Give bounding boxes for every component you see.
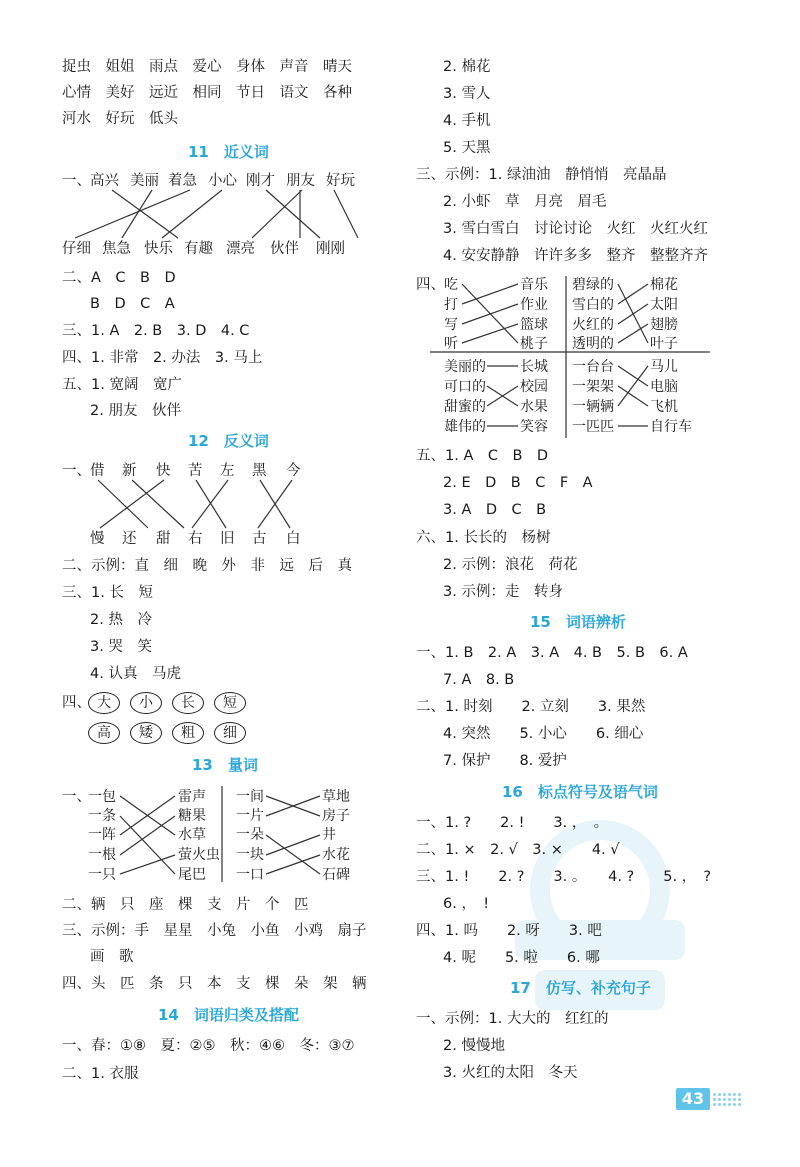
s13-measure-word: 一阵: [88, 827, 116, 843]
r-p4-match-word: 笑容: [520, 419, 548, 435]
s13-p1-label: 一、: [62, 789, 91, 805]
r-p4-label: 四、: [416, 277, 445, 293]
s13-measure-word: 水花: [322, 847, 350, 863]
s13-measure-word: 尾巴: [178, 867, 206, 883]
r-p4-match-word: 雄伟的: [444, 419, 486, 435]
s12-top-word: 借: [90, 463, 105, 479]
section-13-title: 13 量词: [192, 756, 258, 774]
s11-bottom-word: 仔细: [62, 241, 91, 257]
r-p4-match-word: 叶子: [650, 336, 678, 352]
s13-measure-word: 一块: [236, 847, 264, 863]
s11-top-word: 着急: [168, 173, 197, 189]
s13-measure-word: 一根: [88, 847, 116, 863]
s13-measure-word: 一只: [88, 867, 116, 883]
section-14-title: 14 词语归类及搭配: [158, 1006, 299, 1024]
s13-p4: 四、头 匹 条 只 本 支 棵 朵 架 辆: [62, 976, 367, 992]
s14-p2: 二、1. 衣服: [62, 1066, 139, 1082]
r-p4-match-word: 甜蜜的: [444, 399, 486, 415]
s11-p2-line1: 二、A C B D: [62, 270, 176, 286]
r-p6-line1: 六、1. 长长的 杨树: [416, 530, 551, 546]
r-p4-match-word: 火红的: [572, 317, 614, 333]
s16-line6: 4. 呢 5. 啦 6. 哪: [443, 950, 600, 966]
s12-top-word: 左: [220, 463, 235, 479]
s11-bottom-word: 刚刚: [316, 241, 345, 257]
s12-p2: 二、示例：直 细 晚 外 非 远 后 真: [62, 558, 352, 574]
s11-p5-line1: 五、1. 宽阔 宽广: [62, 377, 182, 393]
r-p4-match-word: 音乐: [520, 277, 548, 293]
r-p4-match-word: 听: [444, 336, 458, 352]
s11-bottom-word: 焦急: [102, 241, 131, 257]
r-p6-line3: 3. 示例：走 转身: [443, 584, 563, 600]
s15-line5: 7. 保护 8. 爱护: [443, 753, 567, 769]
s11-p1-label: 一、: [62, 173, 91, 189]
s13-measure-word: 井: [322, 827, 336, 843]
section-17-title: 17 仿写、补充句子: [510, 979, 651, 997]
s13-p3-line2: 画 歌: [90, 949, 134, 965]
r-p4-match-word: 一匹匹: [572, 419, 614, 435]
s11-bottom-word: 快乐: [144, 241, 173, 257]
s11-p4: 四、1. 非常 2. 办法 3. 马上: [62, 350, 263, 366]
s12-p3-line1: 三、1. 长 短: [62, 585, 153, 601]
page-number: 43: [676, 1088, 710, 1110]
s16-line1: 一、1. ? 2. ! 3. ， 。: [416, 815, 609, 831]
r-p4-match-word: 碧绿的: [572, 277, 614, 293]
r-p5-line2: 2. E D B C F A: [443, 475, 593, 491]
s15-line3: 二、1. 时刻 2. 立刻 3. 果然: [416, 699, 646, 715]
s12-bottom-word: 右: [188, 531, 203, 547]
s13-measure-word: 雷声: [178, 789, 206, 805]
s12-bottom-word: 白: [286, 531, 301, 547]
s12-p1-label: 一、: [62, 463, 91, 479]
s16-line2: 二、1. × 2. √ 3. × 4. √: [416, 842, 620, 858]
s17-line2: 2. 慢慢地: [443, 1038, 505, 1054]
s12-top-word: 今: [286, 463, 301, 479]
r-p4-match-word: 翅膀: [650, 317, 678, 333]
circled-word: 长: [172, 692, 204, 714]
s12-bottom-word: 甜: [156, 531, 171, 547]
s12-top-word: 黑: [252, 463, 267, 479]
decorative-dots: [712, 1092, 742, 1108]
circled-word: 短: [214, 692, 246, 714]
r-cont-2: 3. 雪人: [443, 86, 491, 102]
r-cont-4: 5. 天黑: [443, 140, 491, 156]
r-p4-match-word: 一辆辆: [572, 399, 614, 415]
circled-word: 大: [88, 692, 120, 714]
r-p4-match-word: 水果: [520, 399, 548, 415]
s12-p3-line3: 3. 哭 笑: [90, 639, 152, 655]
s16-line3: 三、1. ! 2. ? 3. 。 4. ? 5. ， ?: [416, 869, 712, 885]
s13-p2: 二、辆 只 座 棵 支 片 个 匹: [62, 897, 309, 913]
s15-line2: 7. A 8. B: [443, 672, 515, 688]
r-p4-match-word: 马儿: [650, 359, 678, 375]
s13-measure-word: 一朵: [236, 827, 264, 843]
r-cont-3: 4. 手机: [443, 113, 491, 129]
s12-p3-line4: 4. 认真 马虎: [90, 666, 181, 682]
r-p4-match-word: 长城: [520, 359, 548, 375]
intro-line-2: 心情 美好 远近 相同 节日 语文 各种: [62, 85, 352, 101]
r-p4-match-word: 桃子: [520, 336, 548, 352]
s11-bottom-word: 漂亮: [226, 241, 255, 257]
r-p4-match-word: 太阳: [650, 297, 678, 313]
s16-line4: 6. ， !: [443, 896, 490, 912]
s16-line5: 四、1. 吗 2. 呀 3. 吧: [416, 923, 602, 939]
r-p3-line2: 2. 小虾 草 月亮 眉毛: [443, 194, 607, 210]
r-p5-line1: 五、1. A C B D: [416, 448, 549, 464]
r-p4-match-word: 电脑: [650, 379, 678, 395]
s11-p5-line2: 2. 朋友 伙伴: [90, 403, 181, 419]
r-p3-line1: 三、示例：1. 绿油油 静悄悄 亮晶晶: [416, 167, 667, 183]
s13-measure-word: 糖果: [178, 808, 206, 824]
r-p4-match-word: 吃: [444, 277, 458, 293]
r-p6-line2: 2. 示例：浪花 荷花: [443, 557, 578, 573]
s11-top-word: 刚才: [246, 173, 275, 189]
s12-bottom-word: 古: [252, 531, 267, 547]
s13-measure-word: 草地: [322, 789, 350, 805]
r-p4-match-word: 可口的: [444, 379, 486, 395]
r-p4-match-word: 校园: [520, 379, 548, 395]
s14-p1: 一、春：①⑧ 夏：②⑤ 秋：④⑥ 冬：③⑦: [62, 1038, 355, 1054]
s13-measure-word: 一条: [88, 808, 116, 824]
r-p4-match-word: 打: [444, 297, 458, 313]
r-p4-match-word: 写: [444, 317, 458, 333]
s17-line3: 3. 火红的太阳 冬天: [443, 1065, 578, 1081]
r-p4-match-word: 自行车: [650, 419, 692, 435]
s12-top-word: 苦: [188, 463, 203, 479]
circled-word: 高: [88, 722, 120, 744]
section-11-title: 11 近义词: [188, 143, 269, 161]
s11-bottom-word: 伙伴: [270, 241, 299, 257]
s13-measure-word: 水草: [178, 827, 206, 843]
s12-top-word: 新: [122, 463, 137, 479]
r-p4-match-word: 一台台: [572, 359, 614, 375]
s13-measure-word: 一口: [236, 867, 264, 883]
s13-measure-word: 一间: [236, 789, 264, 805]
s11-p3: 三、1. A 2. B 3. D 4. C: [62, 323, 250, 339]
r-p4-match-word: 雪白的: [572, 297, 614, 313]
s12-bottom-word: 慢: [90, 531, 105, 547]
circled-word: 细: [214, 722, 246, 744]
s12-bottom-word: 旧: [220, 531, 235, 547]
r-cont-1: 2. 棉花: [443, 59, 491, 75]
s11-top-word: 小心: [208, 173, 237, 189]
intro-line-3: 河水 好玩 低头: [62, 111, 178, 127]
s11-top-word: 好玩: [326, 173, 355, 189]
s13-measure-word: 石碑: [322, 867, 350, 883]
intro-line-1: 捉虫 姐姐 雨点 爱心 身体 声音 晴天: [62, 59, 352, 75]
section-16-title: 16 标点符号及语气词: [502, 783, 658, 801]
r-p4-match-word: 一架架: [572, 379, 614, 395]
r-p4-match-word: 作业: [520, 297, 548, 313]
r-p4-match-word: 透明的: [572, 336, 614, 352]
s11-top-word: 美丽: [130, 173, 159, 189]
s13-measure-word: 房子: [322, 808, 350, 824]
section-15-title: 15 词语辨析: [530, 613, 626, 631]
s15-line4: 4. 突然 5. 小心 6. 细心: [443, 726, 644, 742]
r-p5-line3: 3. A D C B: [443, 502, 547, 518]
s11-bottom-word: 有趣: [184, 241, 213, 257]
s17-line1: 一、示例：1. 大大的 红红的: [416, 1011, 609, 1027]
section-12-title: 12 反义词: [188, 432, 269, 450]
r-p4-match-word: 美丽的: [444, 359, 486, 375]
s12-bottom-word: 还: [122, 531, 137, 547]
s13-measure-word: 一片: [236, 808, 264, 824]
r-p4-match-word: 棉花: [650, 277, 678, 293]
s11-p2-line2: B D C A: [90, 296, 175, 312]
s12-p3-line2: 2. 热 冷: [90, 612, 152, 628]
s11-top-word: 朋友: [286, 173, 315, 189]
s15-line1: 一、1. B 2. A 3. A 4. B 5. B 6. A: [416, 645, 688, 661]
r-p3-line4: 4. 安安静静 许许多多 整齐 整整齐齐: [443, 248, 708, 264]
s13-measure-word: 一包: [88, 789, 116, 805]
circled-word: 小: [130, 692, 162, 714]
circled-word: 粗: [172, 722, 204, 744]
circled-word: 矮: [130, 722, 162, 744]
s12-top-word: 快: [156, 463, 171, 479]
s13-p3-line1: 三、示例：手 星星 小兔 小鱼 小鸡 扇子: [62, 923, 367, 939]
s11-top-word: 高兴: [90, 173, 119, 189]
r-p3-line3: 3. 雪白雪白 讨论讨论 火红 火红火红: [443, 221, 708, 237]
s12-p4-label: 四、: [62, 695, 91, 711]
r-p4-match-word: 篮球: [520, 317, 548, 333]
s13-measure-word: 萤火虫: [178, 847, 220, 863]
r-p4-match-word: 飞机: [650, 399, 678, 415]
